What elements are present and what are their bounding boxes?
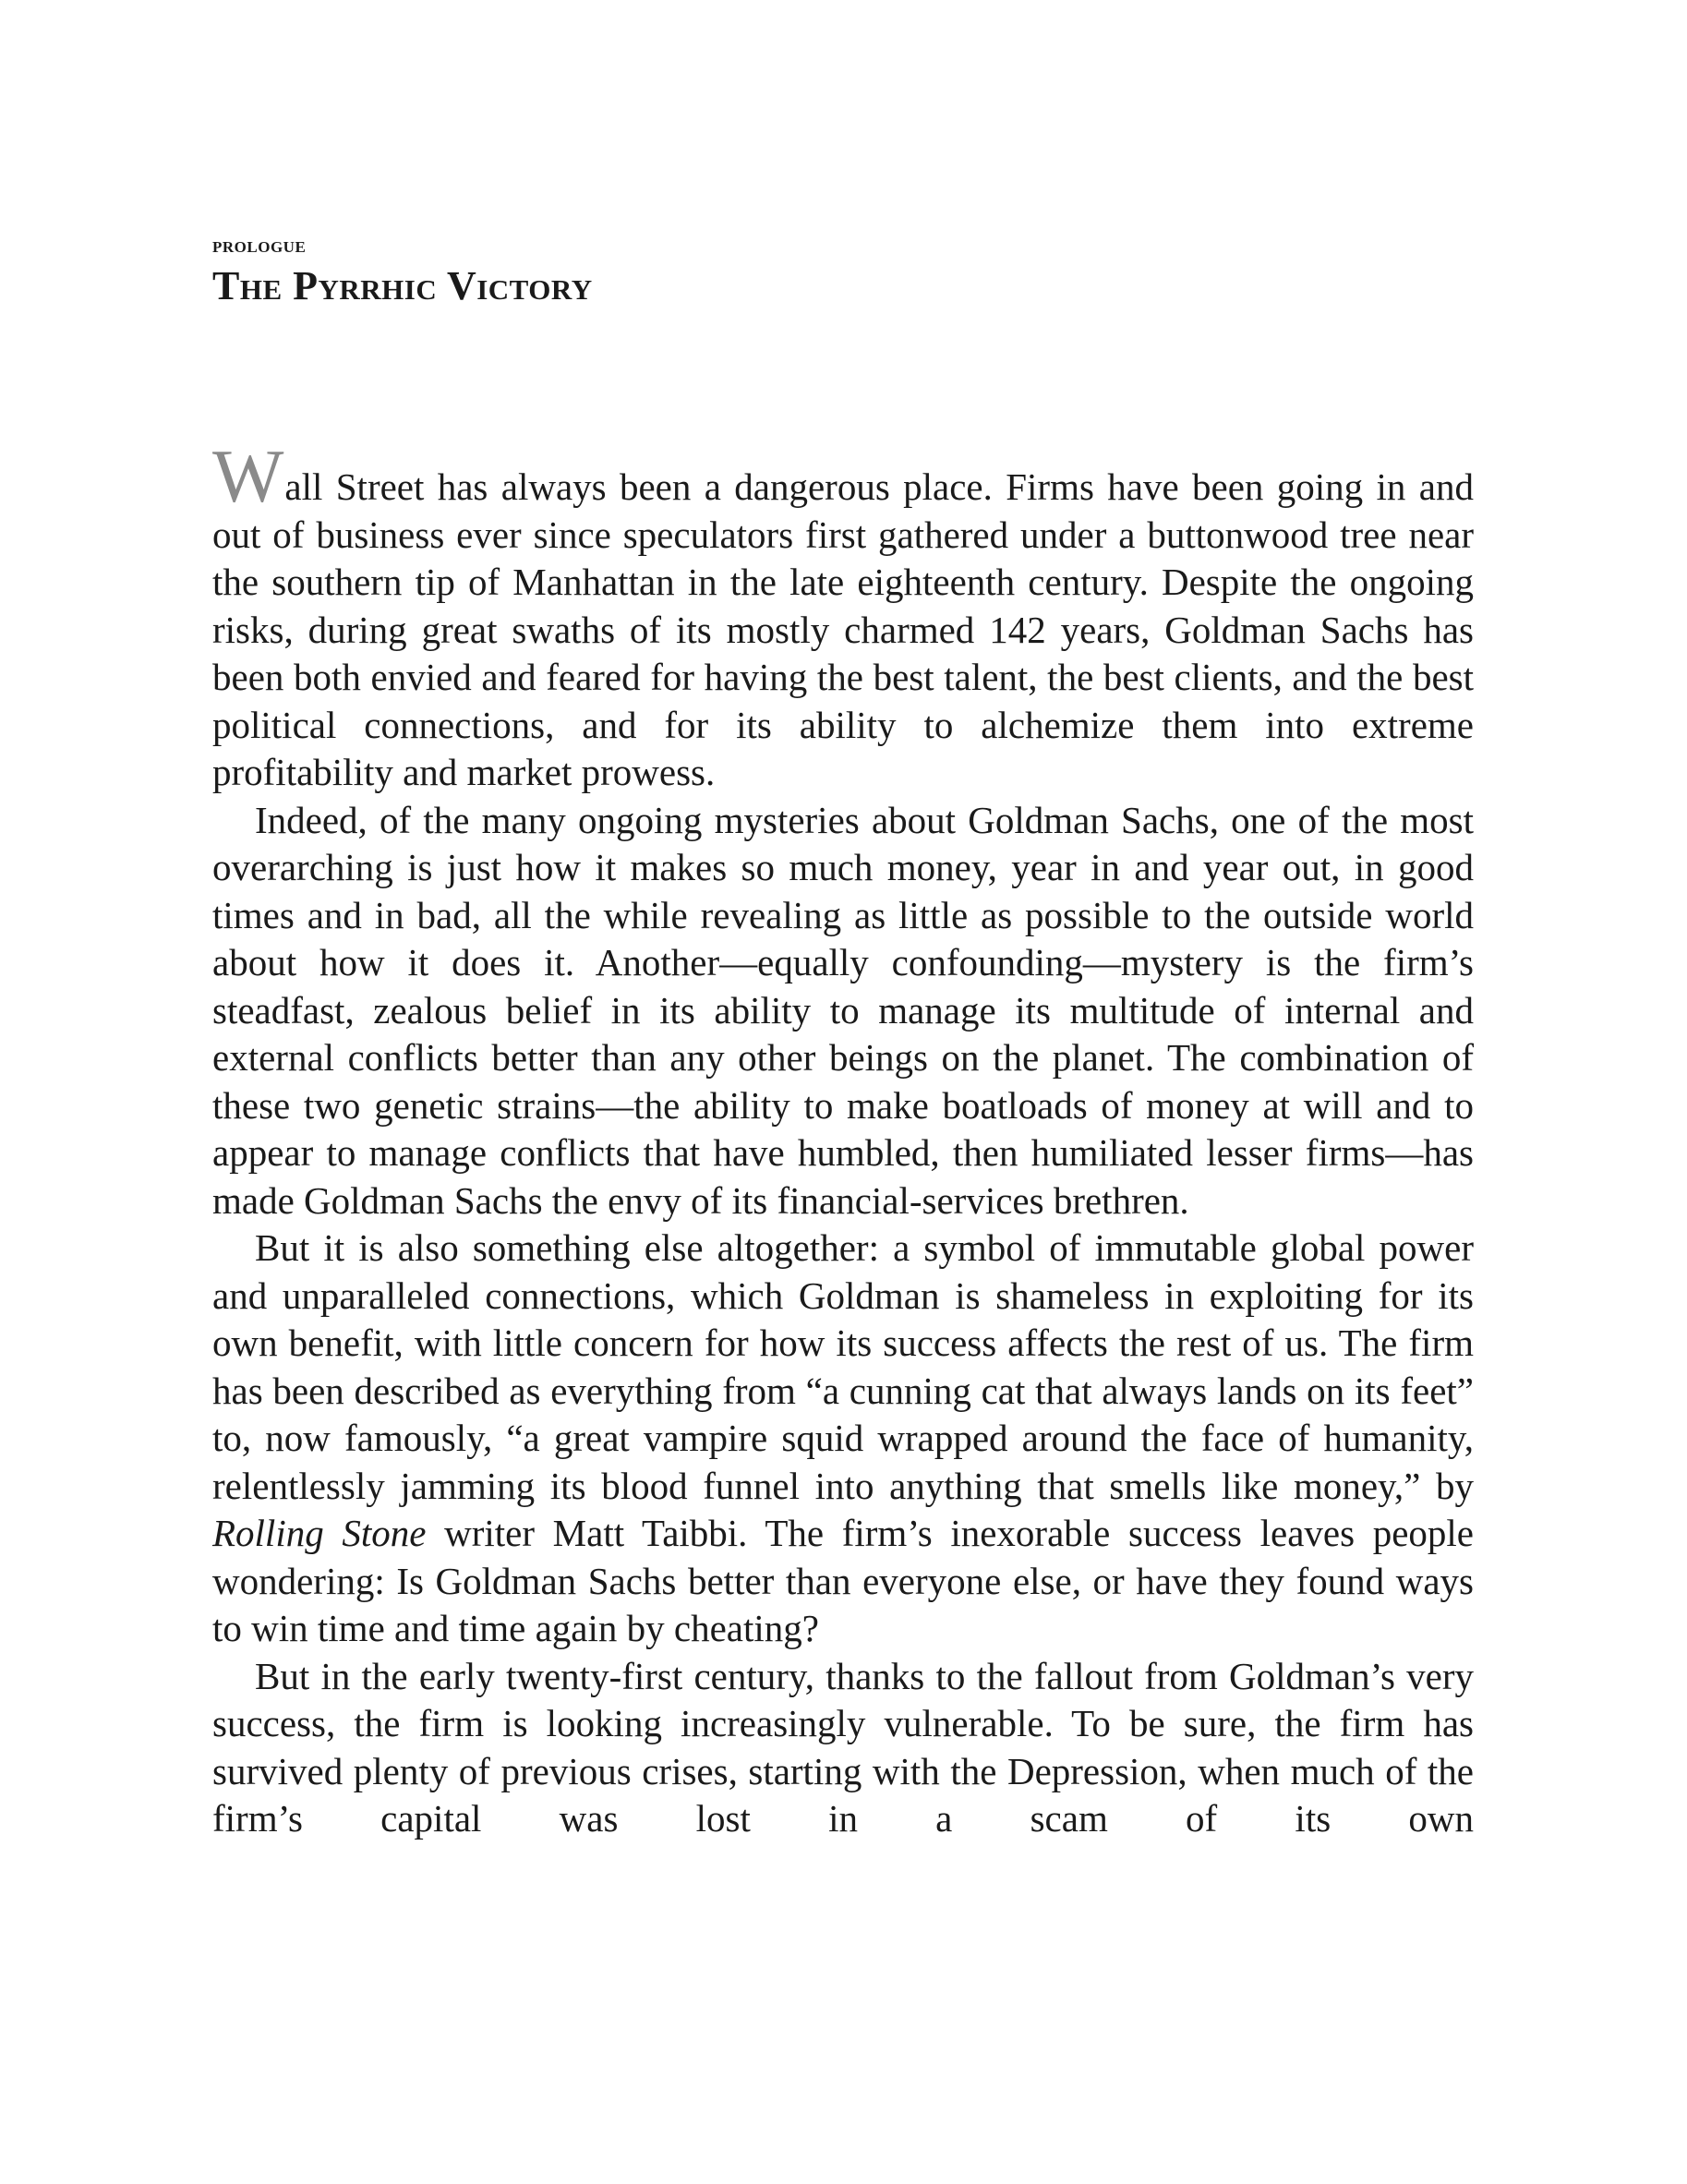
chapter-label: PROLOGUE [212, 238, 307, 256]
paragraph-1-text: all Street has always been a dangerous place. Firms have been going in and out of business ever since speculators first gathered under a buttonwood tree near the southern tip of Manhattan in the late eighteenth century. Despite the ongoing risks, during great swaths of its mostly charmed 142 years, Goldman Sachs has been both envied and feared for having the best talent, the best clients, and the best political connections, and for its ability to alchemize them into extreme profitability and market prowess. [212, 465, 1474, 793]
publication-title: Rolling Stone [212, 1512, 427, 1554]
paragraph-2: Indeed, of the many ongoing mysteries about Goldman Sachs, one of the most overarching is just how it makes so much money, year in and year out, in good times and in bad, all the while revealing as little as possible to the outside world about how it does it. Another—equally confounding—mystery is the firm’s steadfast, zealous belief in its ability to manage its multitude of internal and external conflicts better than any other beings on the planet. The combination of these two genetic strains—the ability to make boatloads of money at will and to appear to manage conflicts that have humbled, then humiliated lesser firms—has made Goldman Sachs the envy of its financial-services brethren. [212, 798, 1474, 1222]
paragraph-3-text-before: But it is also something else altogether: a symbol of immutable global power and unparalleled connections, which Goldman is shameless in exploiting for its own benefit, with little concern for how its success affects the rest of us. The firm has been described as everything from “a cunning cat that always lands on its feet” to, now famously, “a great vampire squid wrapped around the face of humanity, relentlessly jamming its blood funnel into anything that smells like money,” by [212, 1226, 1474, 1507]
body-text [212, 434, 1475, 1843]
paragraph-1 [212, 434, 1474, 797]
paragraph-4: But in the early twenty-first century, thanks to the fallout from Goldman’s very success, the firm is looking increasingly vulnerable. To be sure, the firm has survived plenty of previous crises, starting with the Depression, when much of the firm’s capital was lost in a scam of its own [212, 1654, 1474, 1840]
drop-cap: W [212, 434, 284, 518]
chapter-header [212, 238, 1474, 308]
chapter-title: The Pyrrhic Victory [212, 263, 593, 308]
paragraph-3 [212, 1225, 1474, 1653]
paragraph-3-text-after: writer Matt Taibbi. The firm’s inexorable success leaves people wondering: Is Goldman Sachs better than everyone else, or have they found ways to win time and time again by cheating? [212, 1512, 1475, 1649]
